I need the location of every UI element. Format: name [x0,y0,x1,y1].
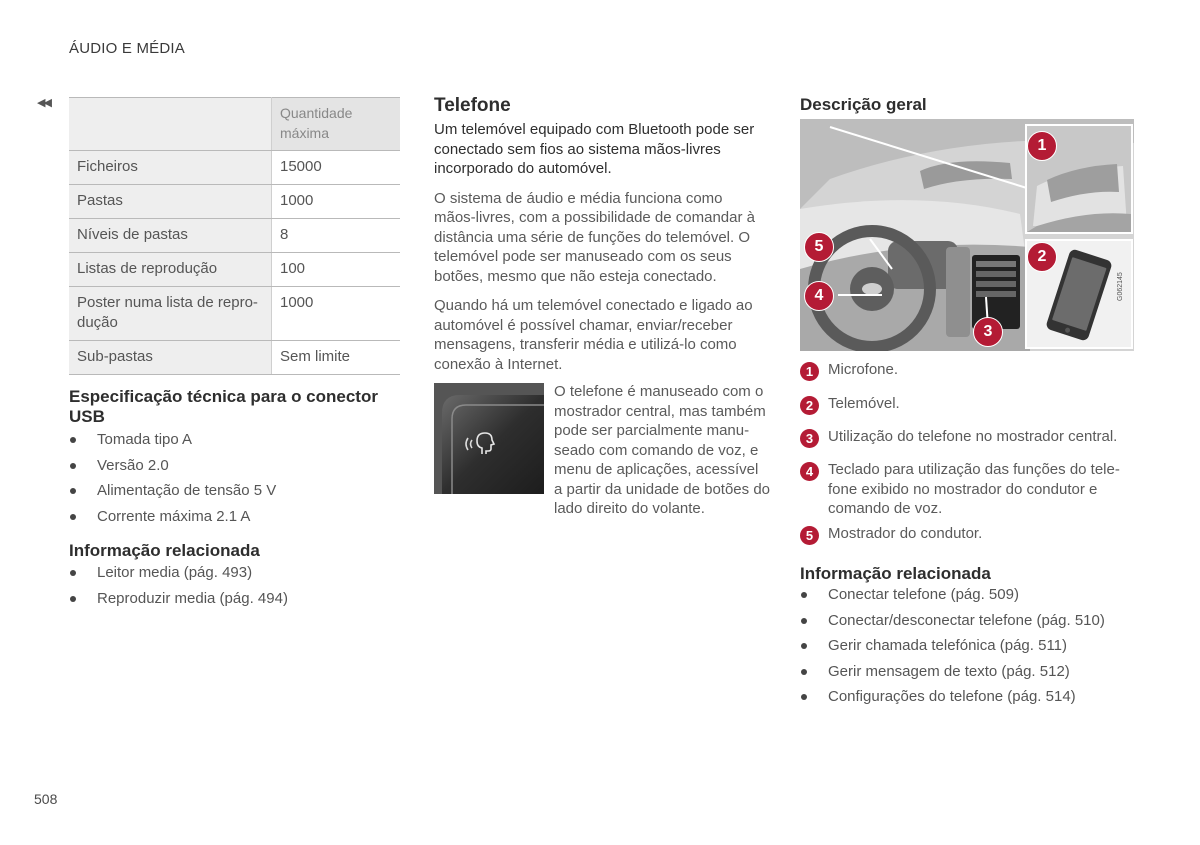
usb-spec-list [69,430,400,532]
related-link[interactable]: Conectar telefone (pág. 509) [800,585,1134,611]
table-row [69,287,400,341]
legend-badge: 2 [800,396,819,415]
related-link[interactable]: Gerir mensagem de texto (pág. 512) [800,662,1134,688]
legend-text: Telemóvel. [828,395,900,412]
callout-1-badge: 1 [1027,131,1057,161]
related-info-heading-left: Informação relacionada [69,541,260,560]
spec-table [69,97,400,375]
related-link[interactable]: Conectar/desconectar telefone (pág. 510) [800,611,1134,637]
list-item: Alimentação de tensão 5 V [69,481,400,507]
legend-badge: 1 [800,362,819,381]
related-link[interactable]: Reproduzir media (pág. 494) [69,589,400,615]
phone-paragraph-1: O sistema de áudio e média funciona como mãos-livres, com a possibilidade de comandar à distância uma série de funções do telemóvel. O telemóvel pode ser manuseado com os seus botões, mesmo que não esteja conectado. [434,189,755,285]
related-info-right [800,564,1134,713]
table-cell-label: Pastas [69,185,272,219]
callout-5-badge: 5 [804,232,834,262]
list-item: Corrente máxima 2.1 A [69,507,400,533]
table-header-empty [69,98,272,151]
usb-spec-heading: Especificação técnica para o conector USB [69,387,378,426]
table-cell-label: Níveis de pastas [69,219,272,253]
middle-column [434,95,768,374]
related-links-left [69,563,400,614]
dashboard-photo [800,119,1134,351]
legend-text: Teclado para utilização das funções do tele-fone exibido no mostrador do condutor e comando de voz. [828,461,1120,517]
overview-title: Descrição geral [800,95,927,114]
legend-text: Utilização do telefone no mostrador central. [828,428,1118,445]
voice-button-photo [434,383,544,494]
table-cell-value: 15000 [272,151,401,185]
phone-paragraph-2: Quando há um telemóvel conectado e ligado ao automóvel é possível chamar, enviar/receber mensagens, transferir média e utilizá-lo como conexão à Internet. [434,297,753,373]
table-cell-value: 8 [272,219,401,253]
table-cell-value: 1000 [272,185,401,219]
table-cell-value: Sem limite [272,341,401,375]
image-code: G062145 [1117,272,1124,301]
table-header-value: Quantidade máxima [272,98,401,151]
table-row [69,151,400,185]
legend-badge: 4 [800,462,819,481]
table-cell-label: Ficheiros [69,151,272,185]
table-row [69,219,400,253]
table-row [69,185,400,219]
table-cell-label: Listas de reprodução [69,253,272,287]
callout-2-badge: 2 [1027,242,1057,272]
table-cell-label: Sub-pastas [69,341,272,375]
related-info-heading-right: Informação relacionada [800,564,991,583]
table-row [69,253,400,287]
section-header: ÁUDIO E MÉDIA [69,40,185,57]
back-arrows-icon[interactable]: ◀◀ [37,97,50,109]
table-cell-value: 1000 [272,287,401,341]
callout-4-badge: 4 [804,281,834,311]
legend-text: Mostrador do condutor. [828,525,983,542]
legend-badge: 3 [800,429,819,448]
callout-3-badge: 3 [973,317,1003,347]
list-item: Tomada tipo A [69,430,400,456]
related-links-right [800,585,1134,713]
related-link[interactable]: Gerir chamada telefónica (pág. 511) [800,636,1134,662]
list-item: Versão 2.0 [69,456,400,482]
page-number: 508 [34,791,58,807]
legend-badge: 5 [800,526,819,545]
table-cell-label: Poster numa lista de repro-dução [69,287,272,341]
right-column [800,95,1134,115]
related-link[interactable]: Configurações do telefone (pág. 514) [800,687,1134,713]
table-header-row [69,98,400,151]
related-link[interactable]: Leitor media (pág. 493) [69,563,400,589]
legend-text: Microfone. [828,361,899,378]
table-row [69,341,400,375]
left-column [69,97,400,614]
phone-lead: Um telemóvel equipado com Bluetooth pode ser conectado sem fios ao sistema mãos-livres incorporado do automóvel. [434,121,755,177]
table-cell-value: 100 [272,253,401,287]
voice-control-icon [462,429,502,459]
phone-title: Telefone [434,95,511,116]
voice-control-description: O telefone é manuseado com o mostrador central, mas também pode ser parcialmente manu-seado com comando de voz, e menu de aplicações, acessível a partir da unidade de botões do lado direito do volante. [554,383,770,517]
